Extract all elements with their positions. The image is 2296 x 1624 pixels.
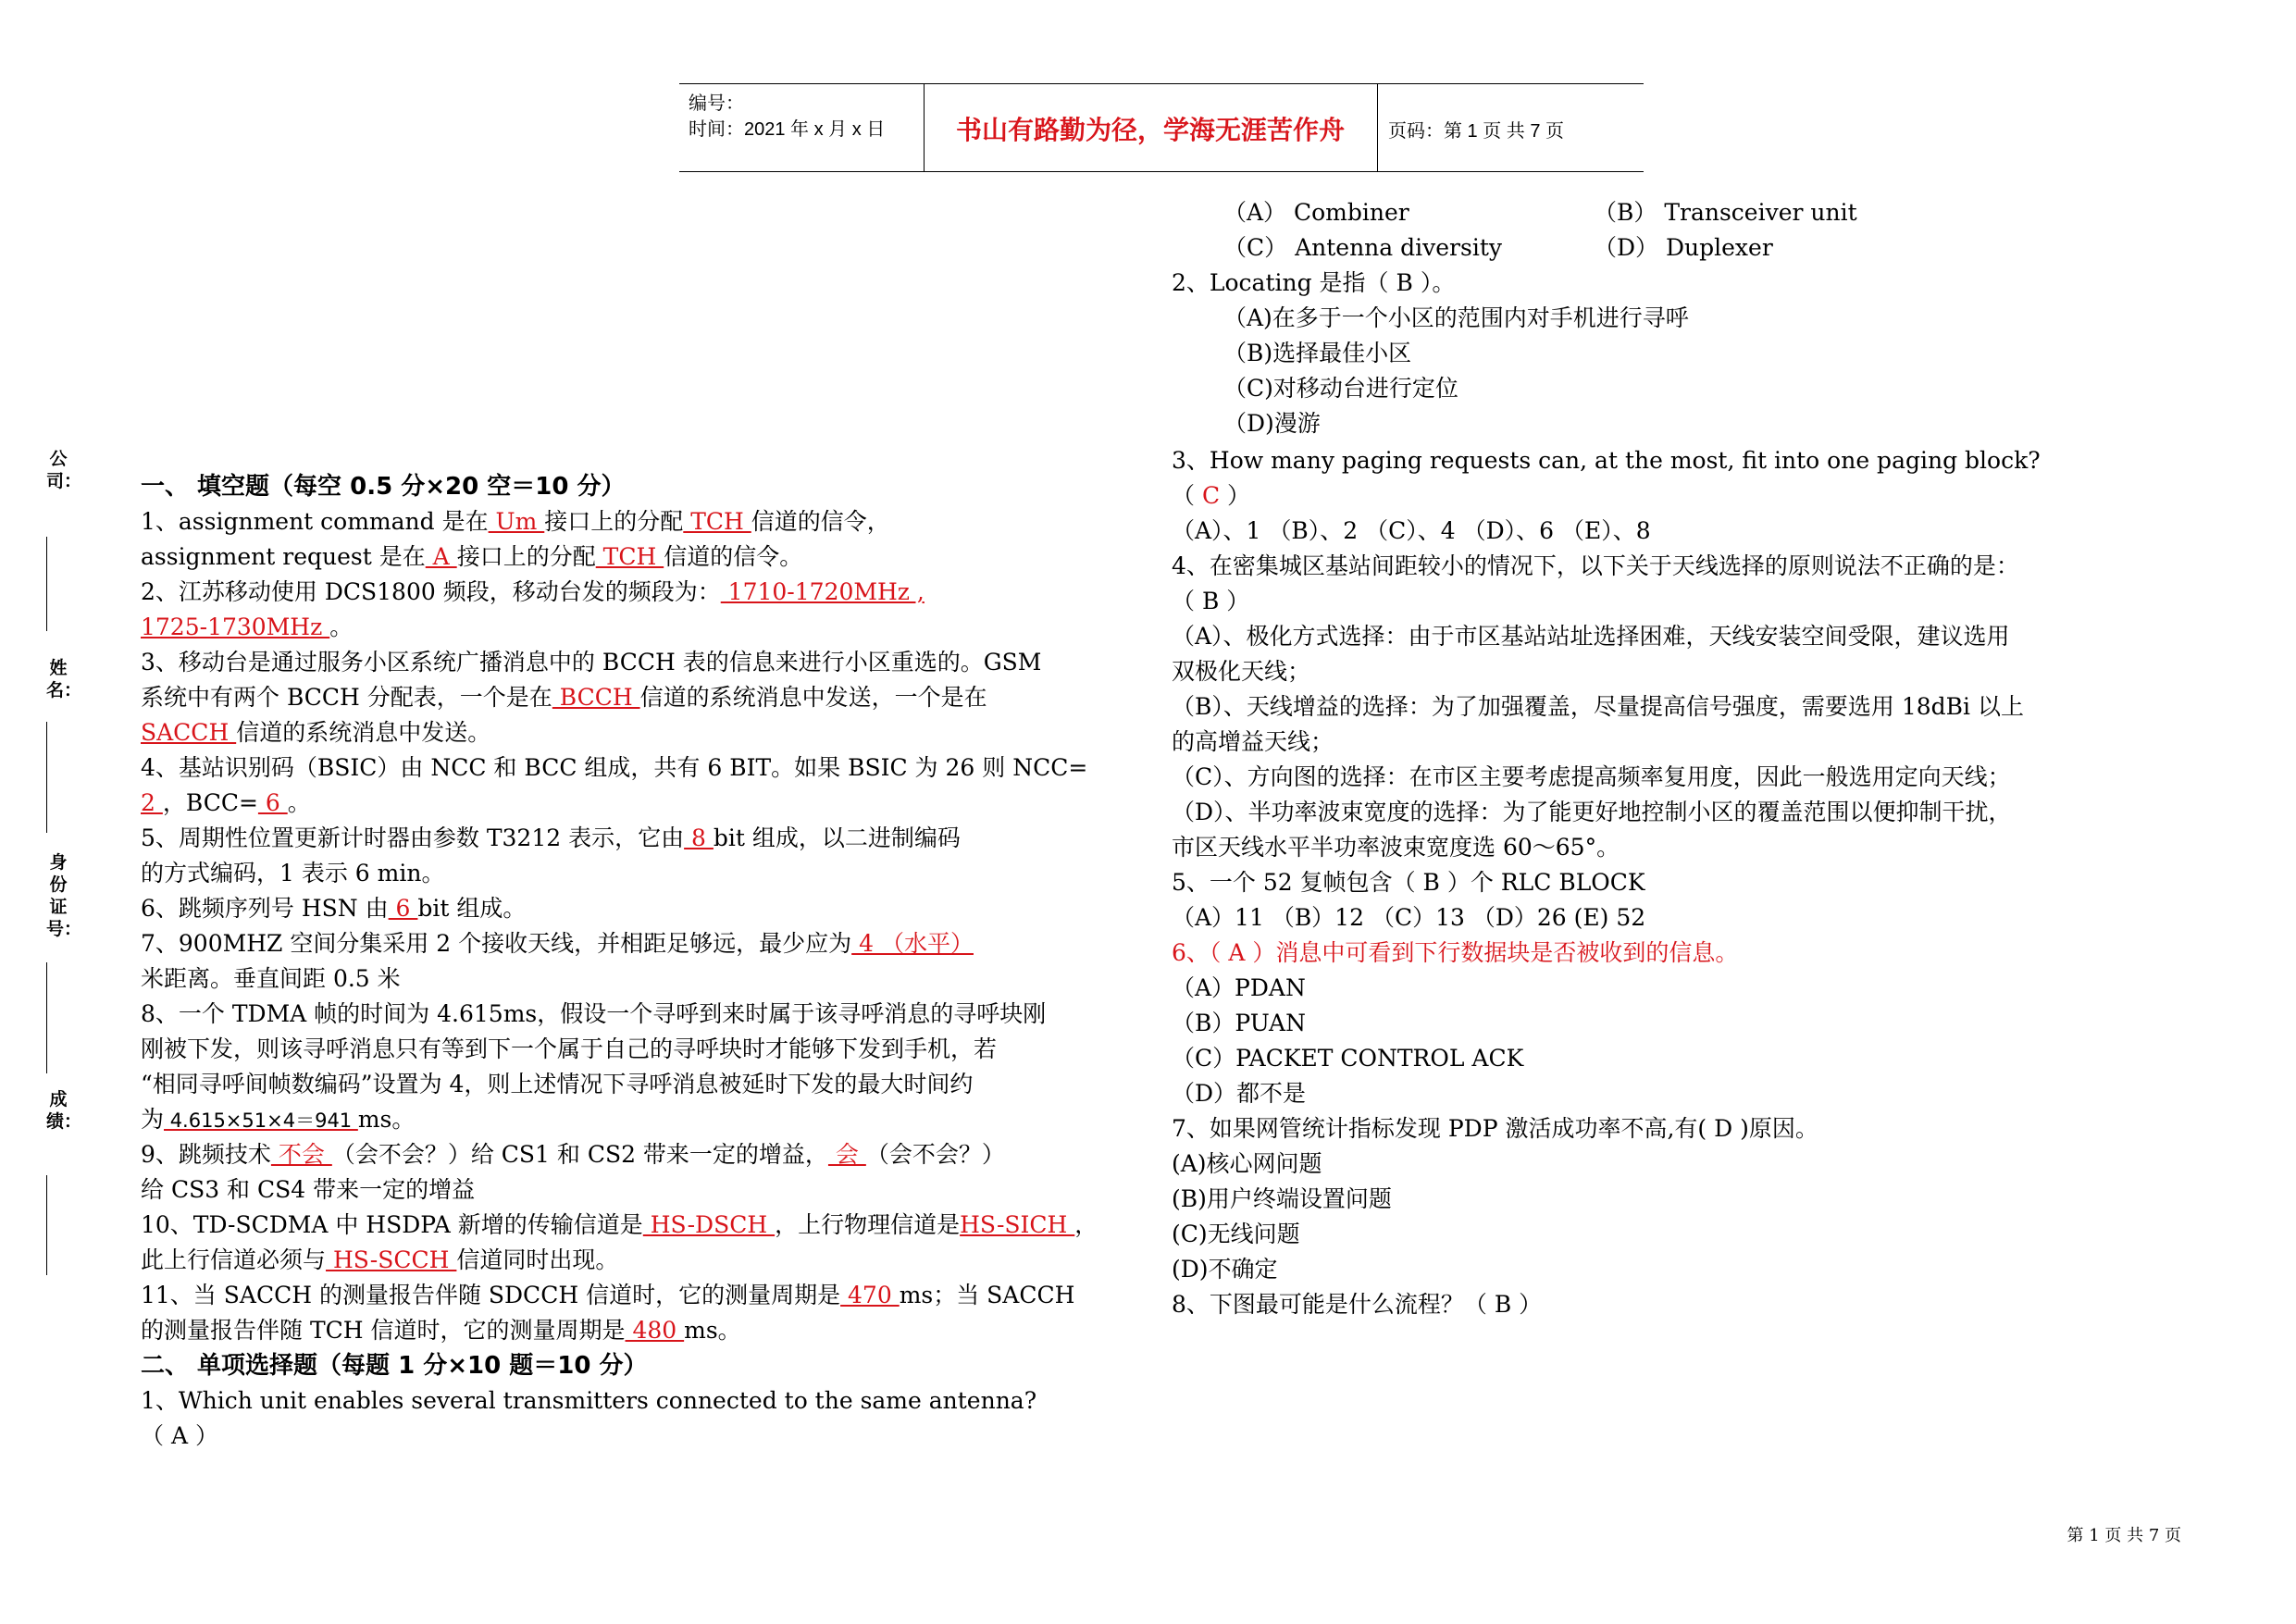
- r1-option-d: （D） Duplexer: [1594, 234, 1773, 261]
- q3-line1: 3、移动台是通过服务小区系统广播消息中的 BCCH 表的信息来进行小区重选的。GSM: [141, 649, 1042, 676]
- q3-line3: [141, 718, 490, 748]
- q3b-text: 系统中有两个 BCCH 分配表，一个是在: [141, 684, 552, 711]
- q6-answer: 6: [388, 895, 418, 922]
- q1a-mid: 接口上的分配: [544, 508, 684, 535]
- q1b-post: 信道的信令。: [664, 543, 803, 570]
- q4b-answer2: 6: [257, 789, 288, 816]
- header-page-cell: [1377, 84, 1644, 171]
- company-label: 公司：: [46, 449, 82, 491]
- q4-line1: [141, 753, 1087, 783]
- mc1-line2: （ A ）: [141, 1422, 218, 1449]
- q10-line1: [141, 1210, 1098, 1240]
- q4b-answer1: 2: [141, 789, 163, 816]
- q2-line2: [141, 613, 353, 642]
- r7-question: 7、如果网管统计指标发现 PDP 激活成功率不高,有( D )原因。: [1172, 1115, 1818, 1142]
- r4-option-b1: （B）、天线增益的选择：为了加强覆盖，尽量提高信号强度，需要选用 18dBi 以上: [1172, 693, 2024, 720]
- r5-question: 5、一个 52 复帧包含（ B ）个 RLC BLOCK: [1172, 869, 1645, 896]
- motto: 书山有路勤为径，学海无涯苦作舟: [955, 115, 1345, 145]
- q11a-post: ms；当 SACCH: [899, 1282, 1075, 1308]
- q11a-text: 11、当 SACCH 的测量报告伴随 SDCCH 信道时，它的测量周期是: [141, 1282, 841, 1308]
- q7-line1: [141, 929, 974, 959]
- q2-answer2: 1725-1730MHz: [141, 614, 330, 640]
- q6-line: [141, 894, 526, 924]
- q5a-answer: 8: [684, 824, 714, 851]
- section-choice-title: 二、 单项选择题（每题 1 分×10 题＝10 分）: [141, 1352, 648, 1380]
- r7-option-d: (D)不确定: [1172, 1256, 1278, 1283]
- q2-text: 2、江苏移动使用 DCS1800 频段，移动台发的频段为：: [141, 578, 721, 605]
- q2-post: 。: [329, 614, 354, 640]
- q3-line2: [141, 683, 987, 713]
- q11a-answer: 470: [840, 1282, 900, 1308]
- r4-option-a2: 双极化天线；: [1172, 658, 1311, 685]
- q1a-answer2: TCH: [683, 508, 751, 535]
- q1-line1: [141, 507, 890, 537]
- q8-line2: 刚被下发，则该寻呼消息只有等到下一个属于自己的寻呼块时才能够下发到手机，若: [141, 1035, 998, 1062]
- score-line: [46, 1175, 47, 1275]
- q8d-text: 为: [141, 1106, 165, 1133]
- r4-answer: （ B ）: [1172, 588, 1250, 614]
- r1-option-b: （B） Transceiver unit: [1594, 199, 1857, 226]
- q9a-text: 9、跳频技术: [141, 1141, 271, 1168]
- q9-line2: 给 CS3 和 CS4 带来一定的增益: [141, 1176, 476, 1203]
- q10a-text: 10、TD-SCDMA 中 HSDPA 新增的传输信道是: [141, 1211, 643, 1238]
- q1b-answer2: TCH: [595, 543, 664, 570]
- q8-line1: 8、一个 TDMA 帧的时间为 4.615ms，假设一个寻呼到来时属于该寻呼消息的寻呼块刚: [141, 1000, 1047, 1027]
- r3-ans-open: （: [1172, 482, 1196, 509]
- q4-line2: [141, 788, 311, 818]
- r3-question: 3、How many paging requests can, at the most, fit into one paging block?: [1172, 447, 2041, 474]
- id-line: [46, 962, 47, 1073]
- score-label: 成绩：: [46, 1089, 82, 1132]
- q1-line2: [141, 542, 802, 572]
- q11-line1: [141, 1281, 1074, 1310]
- q5a-text: 5、周期性位置更新计时器由参数 T3212 表示，它由: [141, 824, 685, 851]
- q10b-text: 此上行信道必须与: [141, 1246, 327, 1273]
- r8-question: 8、下图最可能是什么流程？（ B ）: [1172, 1291, 1543, 1318]
- page-label: 页码：第 1 页 共 7 页: [1388, 121, 1565, 142]
- q7-line2: 米距离。垂直间距 0.5 米: [141, 965, 401, 992]
- q9a-answer2: 会: [827, 1141, 866, 1168]
- company-line: [46, 537, 47, 631]
- r4-question: 4、在密集城区基站间距较小的情况下，以下关于天线选择的原则说法不正确的是：: [1172, 552, 2019, 579]
- q9-line1: [141, 1140, 1005, 1170]
- q10b-post: 信道同时出现。: [456, 1246, 619, 1273]
- q8-line3: “相同寻呼间帧数编码”设置为 4，则上述情况下寻呼消息被延时下发的最大时间约: [141, 1071, 974, 1097]
- q10a-mid: ，上行物理信道是: [775, 1211, 961, 1238]
- r3-answer-line: [1172, 481, 1250, 511]
- q3b-post: 信道的系统消息中发送，一个是在: [639, 684, 987, 711]
- q5a-post: bit 组成，以二进制编码: [713, 824, 961, 851]
- q1b-text: assignment request 是在: [141, 543, 426, 570]
- r5-options: （A）11 （B）12 （C）13 （D）26 (E) 52: [1172, 904, 1646, 931]
- name-label: 姓名：: [46, 658, 82, 700]
- r2-option-a: （A)在多于一个小区的范围内对手机进行寻呼: [1223, 304, 1689, 331]
- r4-option-a1: （A）、极化方式选择：由于市区基站站址选择困难，天线安装空间受限，建议选用: [1172, 623, 2010, 650]
- q1b-answer1: A: [425, 543, 457, 570]
- r2-option-d: （D)漫游: [1223, 410, 1321, 437]
- page-footer: 第 1 页 共 7 页: [2066, 1526, 2181, 1545]
- q3c-answer: SACCH: [141, 719, 237, 746]
- q11b-text: 的测量报告伴随 TCH 信道时，它的测量周期是: [141, 1317, 626, 1344]
- mc1-line1: 1、Which unit enables several transmitters connected to the same antenna?: [141, 1387, 1037, 1414]
- q1a-post: 信道的信令，: [751, 508, 890, 535]
- q11b-answer: 480: [625, 1317, 685, 1344]
- r3-options: （A）、1 （B）、2 （C）、4 （D）、6 （E）、8: [1172, 517, 1651, 544]
- q1b-mid: 接口上的分配: [456, 543, 596, 570]
- r6-option-b: （B）PUAN: [1172, 1010, 1306, 1036]
- q7a-text: 7、900MHZ 空间分集采用 2 个接收天线，并相距足够远，最少应为: [141, 930, 852, 957]
- r7-option-b: (B)用户终端设置问题: [1172, 1185, 1392, 1212]
- q8-line4: [141, 1105, 415, 1135]
- name-line: [46, 722, 47, 833]
- q1a-answer1: Um: [488, 508, 545, 535]
- r1-option-c: （C） Antenna diversity: [1223, 234, 1502, 261]
- q8d-post: ms。: [357, 1106, 416, 1133]
- q4b-mid: ，BCC=: [162, 789, 258, 816]
- header-motto-cell: [924, 84, 1378, 171]
- r4-option-d1: （D）、半功率波束宽度的选择：为了能更好地控制小区的覆盖范围以便抑制干扰，: [1172, 799, 2012, 825]
- r7-option-a: (A)核心网问题: [1172, 1150, 1322, 1177]
- page-header: [679, 83, 1644, 172]
- r4-option-c: （C）、方向图的选择：在市区主要考虑提高频率复用度，因此一般选用定向天线；: [1172, 763, 2011, 790]
- q8d-answer: 4.615×51×4＝941: [164, 1110, 358, 1132]
- time-label: 时间：2021 年 x 月 x 日: [689, 119, 886, 140]
- q7a-answer: 4 （水平）: [851, 930, 974, 957]
- q10a-answer1: HS-DSCH: [642, 1211, 776, 1238]
- q3c-post: 信道的系统消息中发送。: [236, 719, 491, 746]
- r1-option-a: （A） Combiner: [1223, 199, 1409, 226]
- q6-post: bit 组成。: [417, 895, 527, 922]
- q5-line1: [141, 824, 961, 853]
- q9a-post: （会不会？）: [865, 1141, 1005, 1168]
- id-label: 身份证号：: [46, 852, 82, 939]
- q10a-post: ，: [1074, 1211, 1098, 1238]
- q10-line2: [141, 1246, 618, 1275]
- header-info-cell: [679, 84, 925, 171]
- q2-line1: [141, 577, 925, 607]
- r2-question: 2、Locating 是指（ B ）。: [1172, 269, 1456, 296]
- r7-option-c: (C)无线问题: [1172, 1221, 1300, 1247]
- r3-ans-close: ）: [1220, 482, 1251, 509]
- section-fill-blank-title: 一、 填空题（每空 0.5 分×20 空＝10 分）: [141, 473, 626, 501]
- q11b-post: ms。: [684, 1317, 741, 1344]
- r4-option-d2: 市区天线水平半功率波束宽度选 60～65°。: [1172, 834, 1620, 861]
- r6-option-a: （A）PDAN: [1172, 974, 1306, 1001]
- q1a-text: 1、assignment command 是在: [141, 508, 489, 535]
- q4b-post: 。: [287, 789, 311, 816]
- q6-text: 6、跳频序列号 HSN 由: [141, 895, 389, 922]
- r6-question: 6、（ A ）消息中可看到下行数据块是否被收到的信息。: [1172, 939, 1739, 966]
- q4a-text: 4、基站识别码（BSIC）由 NCC 和 BCC 组成，共有 6 BIT。如果 BSIC 为 26 则 NCC=: [141, 754, 1088, 781]
- r4-option-b2: 的高增益天线；: [1172, 728, 1334, 755]
- r2-option-c: （C)对移动台进行定位: [1223, 375, 1458, 402]
- r2-option-b: （B)选择最佳小区: [1223, 340, 1412, 366]
- r3-answer: C: [1195, 482, 1221, 509]
- number-label: 编号：: [689, 93, 744, 114]
- q11-line2: [141, 1316, 741, 1345]
- r6-option-c: （C）PACKET CONTROL ACK: [1172, 1045, 1524, 1072]
- r6-option-d: （D）都不是: [1172, 1080, 1307, 1107]
- q10a-answer2: HS-SICH: [960, 1211, 1075, 1238]
- q2-answer1: 1710-1720MHz ,: [720, 578, 925, 605]
- q3b-answer: BCCH: [552, 684, 640, 711]
- q10b-answer: HS-SCCH: [326, 1246, 457, 1273]
- q5-line2: 的方式编码，1 表示 6 min。: [141, 860, 445, 886]
- q9a-mid: （会不会？）给 CS1 和 CS2 带来一定的增益，: [331, 1141, 828, 1168]
- q9a-answer1: 不会: [270, 1141, 332, 1168]
